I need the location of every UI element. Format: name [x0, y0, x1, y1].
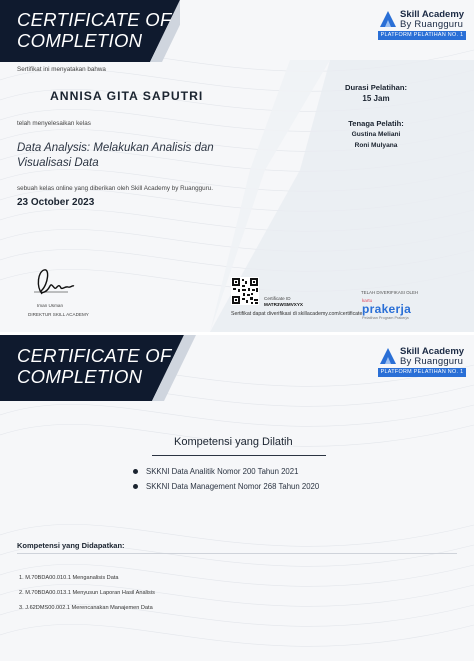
certificate-page-2 — [0, 335, 474, 661]
kompetensi-bullet-1 — [133, 469, 138, 474]
kompetensi-divider — [152, 455, 326, 456]
trainers-label: Tenaga Pelatih: — [348, 119, 404, 128]
prakerja-logo-small: kartu — [362, 298, 373, 303]
logo-tagline: PLATFORM PELATIHAN NO. 1 — [378, 31, 466, 40]
skill-academy-logo — [378, 9, 466, 39]
prakerja-tagline: Pelatihan Program Prakerja — [362, 316, 409, 320]
didapatkan-item-2: 2. M.70BDA00.013.1 Menyusun Laporan Hasil Analisis — [19, 590, 155, 596]
skill-academy-logo-p2 — [378, 346, 466, 376]
certificate-id-value: MATR3WSMVXYX — [264, 302, 303, 307]
completed-text: telah menyelesaikan kelas — [17, 120, 91, 127]
signatory-name: Iman Usman — [37, 303, 64, 308]
kompetensi-bullet-2 — [133, 484, 138, 489]
logo-line2: By Ruangguru — [400, 19, 464, 30]
didapatkan-divider — [17, 553, 457, 554]
certificate-title-line1-p2: CERTIFICATE OF — [17, 345, 172, 366]
kompetensi-item-1: SKKNI Data Analitik Nomor 200 Tahun 2021 — [146, 467, 299, 476]
prakerja-logo: prakerja — [362, 302, 412, 316]
duration-value: 15 Jam — [362, 94, 390, 103]
provider-text: sebuah kelas online yang diberikan oleh Skill Academy by Ruangguru. — [17, 185, 214, 192]
certificate-title-line2-p2: COMPLETION — [17, 366, 143, 387]
didapatkan-item-3: 3. J.62DMS00.002.1 Merencanakan Manajemen Data — [19, 605, 153, 611]
course-title: Data Analysis: Melakukan Analisis dan Visualisasi Data — [17, 142, 214, 169]
intro-text: Sertifikat ini menyatakan bahwa — [17, 66, 106, 73]
signature-image — [28, 264, 78, 298]
completion-date: 23 October 2023 — [17, 197, 95, 208]
duration-label: Durasi Pelatihan: — [344, 83, 408, 92]
trainer-name-2: Roni Mulyana — [354, 142, 398, 149]
verify-text: Sertifikat dapat diverifikasi di skillacademy.com/certificate — [231, 311, 363, 317]
logo-line2-p2: By Ruangguru — [400, 356, 464, 367]
logo-line1-p2: Skill Academy — [400, 346, 465, 357]
kompetensi-didapatkan-title: Kompetensi yang Didapatkan: — [17, 541, 125, 550]
certificate-title-line1: CERTIFICATE OF — [17, 9, 172, 30]
qr-code-icon — [231, 277, 259, 305]
skill-academy-logo-icon — [378, 9, 398, 29]
skill-academy-logo-icon-p2 — [378, 346, 398, 366]
certificate-id-label: Certificate ID — [264, 296, 291, 301]
verified-by-label: TELAH DIVERIFIKASI OLEH — [361, 290, 419, 295]
certificate-title-line2: COMPLETION — [17, 30, 143, 51]
recipient-name: ANNISA GITA SAPUTRI — [50, 89, 204, 103]
logo-line1: Skill Academy — [400, 9, 465, 20]
didapatkan-item-1: 1. M.70BDA00.010.1 Menganalisis Data — [19, 575, 119, 581]
kompetensi-item-2: SKKNI Data Management Nomor 268 Tahun 2020 — [146, 482, 320, 491]
trainer-name-1: Gustina Meliani — [351, 131, 401, 138]
kompetensi-dilatih-title: Kompetensi yang Dilatih — [174, 436, 293, 448]
logo-tagline-p2: PLATFORM PELATIHAN NO. 1 — [378, 368, 466, 377]
signatory-title: DIREKTUR SKILL ACADEMY — [28, 312, 89, 317]
